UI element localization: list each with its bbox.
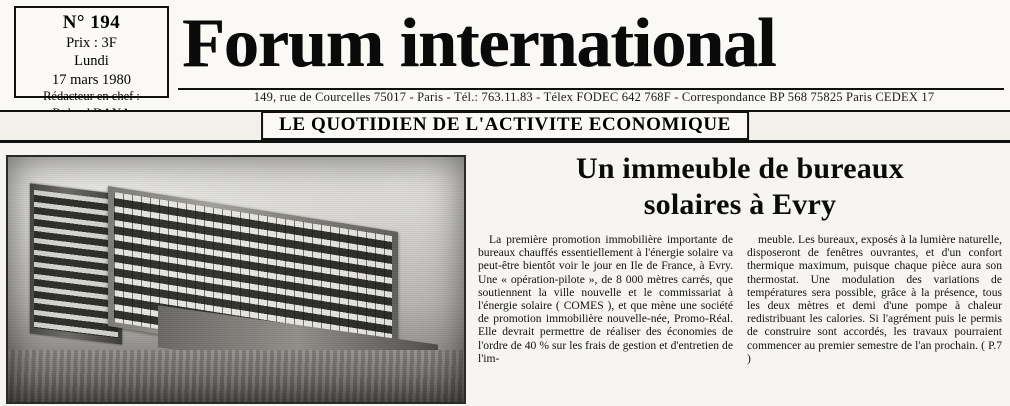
masthead [0,0,1010,143]
issue-weekday: Lundi [74,53,109,70]
editor-role: Rédacteur en chef : [43,89,140,104]
article-photo [6,155,466,404]
lead-article [478,151,1002,404]
article-columns [478,233,1002,365]
slogan-text: LE QUOTIDIEN DE L'ACTIVITE ECONOMIQUE [279,114,731,135]
photo-vignette [8,157,464,402]
headline-line-1: Un immeuble de bureaux [575,152,905,185]
issue-price: Prix : 3F [66,34,117,51]
paper-title: Forum international [182,5,776,82]
article-headline [478,151,1002,223]
article-column-2-text: meuble. Les bureaux, exposés à la lumière naturelle, disposeront de fenêtres ouvrantes, et d'un confort thermique maximum, puisque chaque pièce aura son thermostat. Une modulation des variations de températures sera possible, grâce à la présence, tous les deux mètres et demi d'une pompe à chaleur redistribuant les calories. Si l'agrément puis le permis de construire sont accordés, les travaux pourraient commencer au premier semestre de l'an prochain. ( P.7 ) [747,233,1002,365]
title-block [178,2,1010,86]
slogan-box [261,111,749,140]
headline-line-2: solaires à Evry [643,188,837,221]
issue-info-box [14,6,169,104]
contact-line: 149, rue de Courcelles 75017 - Paris - Tél.: 763.11.83 - Télex FODEC 642 768F - Correspondance BP 568 75825 Paris CEDEX 17 [253,90,935,104]
issue-date: 17 mars 1980 [52,71,131,88]
article-column-1 [478,233,733,365]
page-content [0,143,1010,406]
issue-number: N° 194 [62,12,121,33]
article-column-2 [747,233,1002,365]
article-column-1-text: La première promotion immobilière importante de bureaux chauffés essentiellement à l'énergie solaire va peut-être bientôt voir le jour en Ile de France, à Evry. Une « opération-pilote », de 8 000 mètres carrés, que soutiennent la ville nouvelle et le commissariat à l'énergie solaire ( COMES ), et que mène une société de promotion immobilière nouvelle-née, Promo-Réal. Elle devrait permettre de réaliser des économies de l'ordre de 40 % sur les frais de gestion et d'entretien de l'im- [478,233,733,365]
